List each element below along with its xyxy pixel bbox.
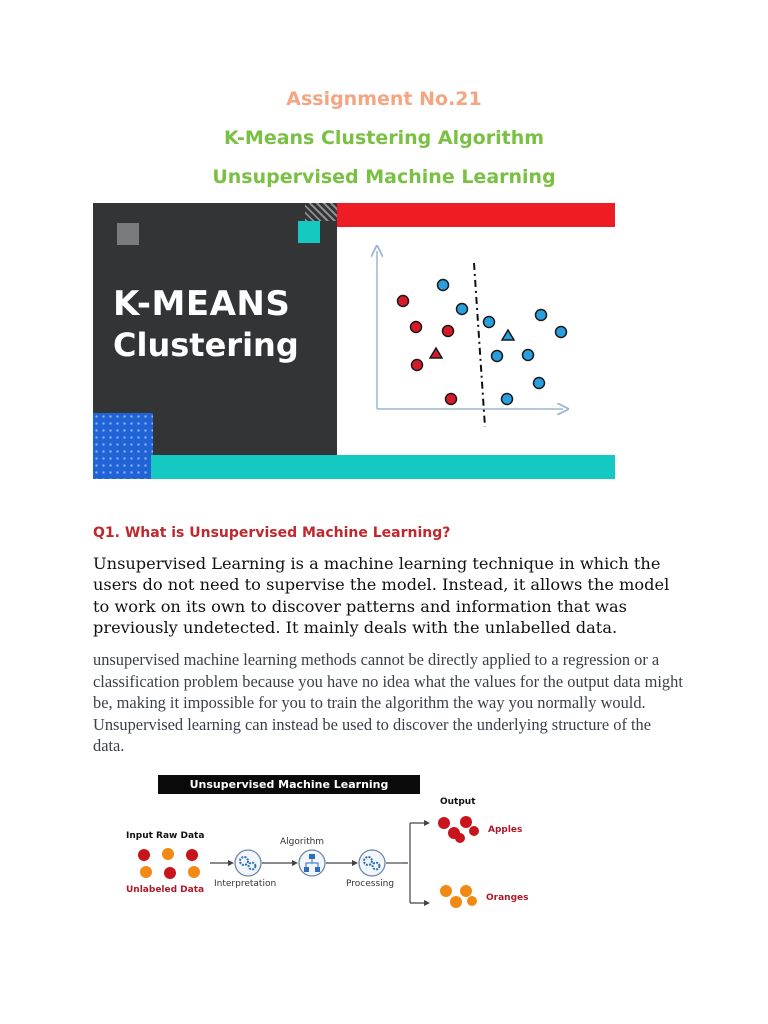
orange-icon xyxy=(450,896,462,908)
banner-stripe-pattern xyxy=(305,203,337,221)
orange-icon xyxy=(162,848,174,860)
oranges-label: Oranges xyxy=(486,893,529,903)
topic-title: K-Means Clustering Algorithm xyxy=(223,127,545,149)
arrow-head xyxy=(228,860,234,866)
red-point xyxy=(398,296,409,307)
apple-icon xyxy=(460,816,472,828)
blue-point xyxy=(534,378,545,389)
apple-icon xyxy=(138,849,150,861)
orange-icon xyxy=(460,885,472,897)
apple-icon xyxy=(186,849,198,861)
unlabeled-data-label: Unlabeled Data xyxy=(126,885,205,895)
question-heading: Q1. What is Unsupervised Machine Learning? xyxy=(93,525,451,541)
red-centroid-triangle xyxy=(430,348,442,358)
output-oranges-group xyxy=(440,885,477,908)
banner-teal-strip xyxy=(151,455,615,479)
assignment-title: Assignment No.21 xyxy=(286,88,482,110)
input-raw-data-label: Input Raw Data xyxy=(126,831,205,841)
interpretation-gear-icon xyxy=(235,850,261,876)
gray-square-decoration xyxy=(117,223,139,245)
blue-dot-pattern xyxy=(93,413,153,479)
output-bracket xyxy=(402,823,426,903)
red-point xyxy=(443,326,454,337)
blue-point xyxy=(492,351,503,362)
explanation-paragraph: unsupervised machine learning methods cannot be directly applied to a regression or a classification problem because you have no idea what the values for the output data might be, making it impossible for you to train the algorithm the way you normally would. Unsupervised learning can instead be used to discover the underlying structure of the data. xyxy=(93,650,683,756)
kmeans-banner-image xyxy=(93,203,615,479)
banner-heading xyxy=(113,284,299,364)
banner-line-clustering: Clustering xyxy=(113,326,299,364)
banner-red-strip xyxy=(337,203,615,227)
blue-point xyxy=(438,280,449,291)
blue-point xyxy=(536,310,547,321)
subtopic-title: Unsupervised Machine Learning xyxy=(212,166,556,188)
arrow-head xyxy=(352,860,358,866)
banner-line-kmeans: K-MEANS xyxy=(113,284,291,324)
blue-point xyxy=(457,304,468,315)
red-point xyxy=(412,360,423,371)
orange-icon xyxy=(140,866,152,878)
apple-icon xyxy=(455,833,465,843)
diagram-graphics xyxy=(118,775,538,920)
orange-icon xyxy=(188,866,200,878)
diagram-title: Unsupervised Machine Learning xyxy=(158,775,420,794)
apples-label: Apples xyxy=(488,825,523,835)
interpretation-label: Interpretation xyxy=(214,879,277,889)
cluster-scatter-plot xyxy=(337,227,615,455)
definition-paragraph xyxy=(93,553,683,638)
output-label: Output xyxy=(440,797,476,807)
algorithm-label: Algorithm xyxy=(280,837,325,847)
blue-point xyxy=(523,350,534,361)
arrow-head xyxy=(424,820,430,826)
blue-point xyxy=(484,317,495,328)
arrow-head xyxy=(424,900,430,906)
processing-gear-icon xyxy=(359,850,385,876)
red-point xyxy=(446,394,457,405)
lead-term: Unsupervised Learning xyxy=(93,554,286,573)
orange-icon xyxy=(467,896,477,906)
decision-boundary xyxy=(474,263,485,427)
arrow-head xyxy=(292,860,298,866)
apple-icon xyxy=(438,817,450,829)
blue-point xyxy=(556,327,567,338)
algorithm-flowchart-icon xyxy=(299,850,325,876)
apple-icon xyxy=(469,826,479,836)
output-apples-group xyxy=(438,816,479,843)
blue-point xyxy=(502,394,513,405)
unsupervised-learning-diagram xyxy=(118,775,538,920)
apple-icon xyxy=(164,867,176,879)
definition-text: is a machine learning technique in which the users do not need to supervise the model. Instead, it allows the model to work on its own to discover patterns and information that was previously undetected. It mainly deals with the unlabelled data. xyxy=(93,554,670,637)
teal-square-decoration xyxy=(298,221,320,243)
blue-centroid-triangle xyxy=(502,330,514,340)
red-point xyxy=(411,322,422,333)
processing-label: Processing xyxy=(346,879,395,889)
orange-icon xyxy=(440,885,452,897)
input-fruit-group xyxy=(138,848,200,879)
